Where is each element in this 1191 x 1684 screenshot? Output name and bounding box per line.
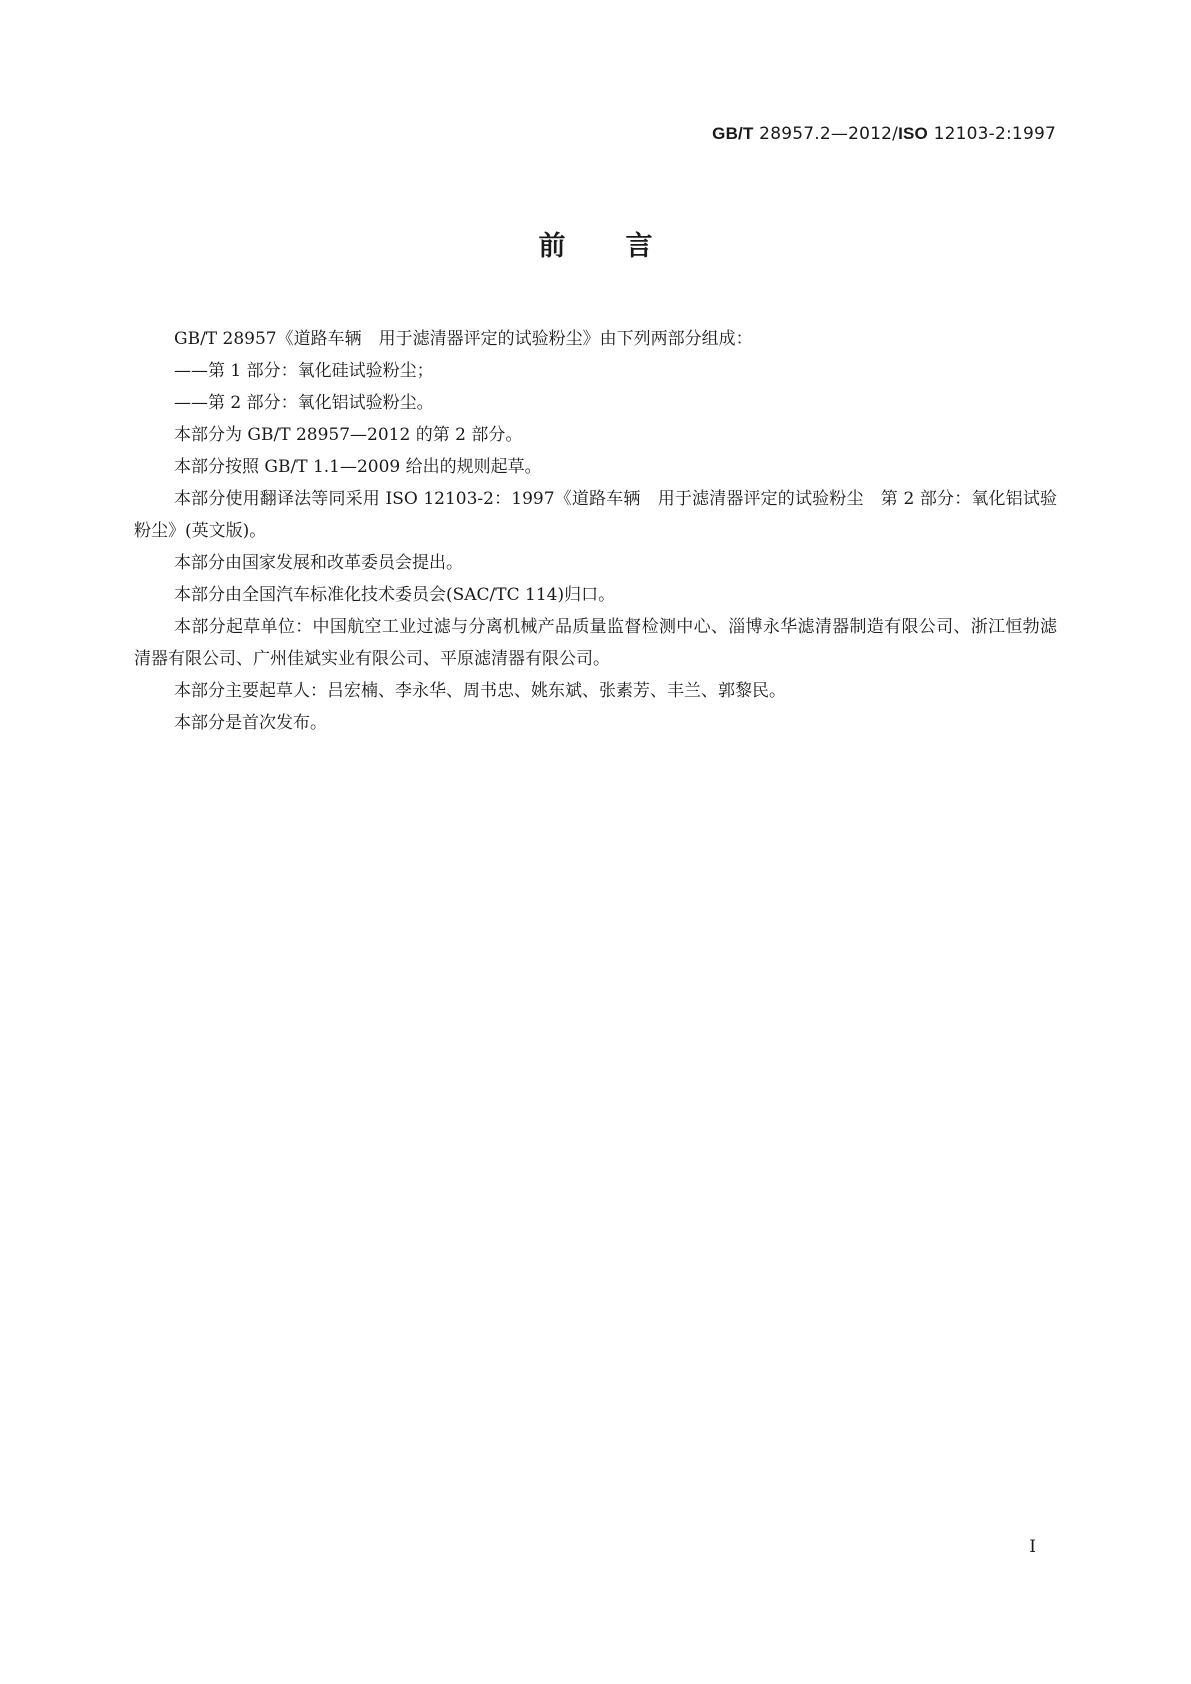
paragraph: 本部分为 GB/T 28957—2012 的第 2 部分。: [174, 425, 523, 445]
iso-number: 12103-2:1997: [927, 124, 1056, 144]
standard-prefix: GB/T: [712, 124, 754, 143]
standard-number: 28957.2—2012/: [753, 124, 899, 144]
foreword-body: [134, 323, 1057, 739]
iso-prefix: ISO: [898, 124, 928, 143]
page-number: I: [1029, 1537, 1036, 1557]
title-char-2: 言: [625, 231, 653, 262]
paragraph: 本部分按照 GB/T 1.1—2009 给出的规则起草。: [174, 457, 542, 477]
standard-number-header: [712, 124, 1056, 144]
list-item: ——第 2 部分：氧化铝试验粉尘。: [174, 393, 434, 413]
paragraph: GB/T 28957《道路车辆 用于滤清器评定的试验粉尘》由下列两部分组成：: [174, 329, 753, 349]
paragraph: 本部分使用翻译法等同采用 ISO 12103-2：1997《道路车辆 用于滤清器评定的试验粉尘 第 2 部分：氧化铝试验粉尘》(英文版)。: [134, 489, 1057, 541]
paragraph: 本部分是首次发布。: [174, 713, 327, 733]
paragraph: 本部分主要起草人：吕宏楠、李永华、周书忠、姚东斌、张素芳、丰兰、郭黎民。: [174, 681, 786, 701]
paragraph: 本部分由全国汽车标准化技术委员会(SAC/TC 114)归口。: [174, 585, 616, 605]
page-title: [0, 224, 1191, 263]
paragraph: 本部分由国家发展和改革委员会提出。: [174, 553, 463, 573]
list-item: ——第 1 部分：氧化硅试验粉尘；: [174, 361, 434, 381]
paragraph: 本部分起草单位：中国航空工业过滤与分离机械产品质量监督检测中心、淄博永华滤清器制造有限公司、浙江恒勃滤清器有限公司、广州佳斌实业有限公司、平原滤清器有限公司。: [134, 617, 1057, 669]
title-char-1: 前: [538, 231, 566, 262]
